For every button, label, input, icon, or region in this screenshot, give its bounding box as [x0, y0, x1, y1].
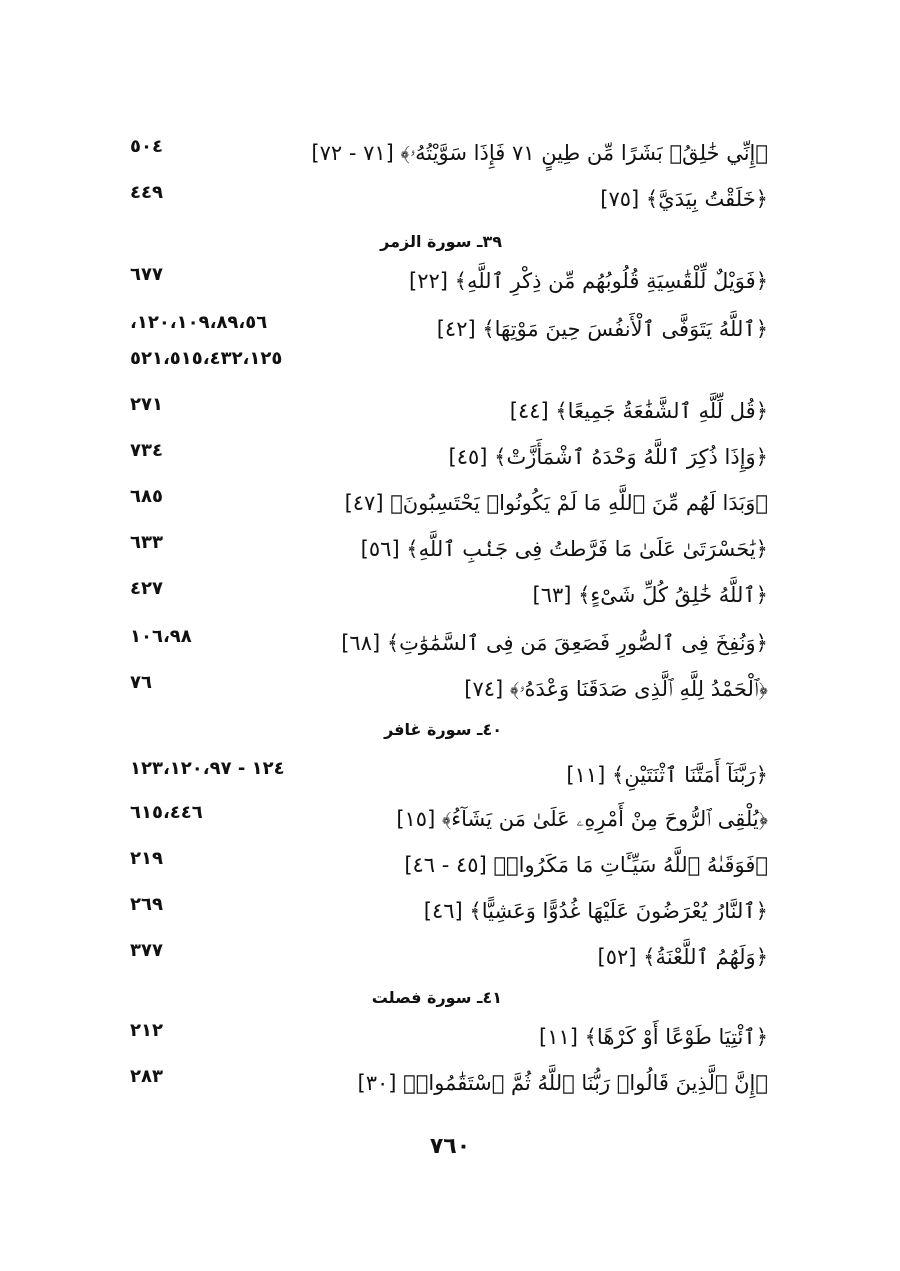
surah-heading-zumar: ٣٩ـ سورة الزمر: [380, 232, 502, 251]
page-references: ٦٨٥: [130, 486, 163, 507]
verse-text: ﴿وَإِذَا ذُكِرَ ٱللَّهُ وَحْدَهُ ٱشْمَأَزَّتْ﴾ [٤٥]: [448, 445, 768, 469]
index-row: [0, 1068, 900, 1112]
verse-text: ﴿إِنِّي خَٰلِقُۢ بَشَرًا مِّن طِينٍ ٧١ فَإِذَا سَوَّيْتُهُۥ﴾ [٧١ - ٧٢]: [311, 141, 768, 165]
index-row: [0, 534, 900, 578]
verse-text: ﴿قُل لِّلَّهِ ٱلشَّفَٰعَةُ جَمِيعًا﴾ [٤٤]: [509, 399, 768, 423]
page-references: ٤٢٧: [130, 578, 163, 599]
index-row: [0, 804, 900, 848]
index-row: [0, 138, 900, 182]
verse-text: ﴿ٱلنَّارُ يُعْرَضُونَ عَلَيْهَا غُدُوًّا وَعَشِيًّا﴾ [٤٦]: [423, 899, 768, 923]
page-references: ٤٤٩: [130, 182, 163, 203]
index-row: [0, 396, 900, 440]
index-row: [0, 488, 900, 532]
page-references: ٢١٢: [130, 1020, 163, 1041]
verse-text: ﴿فَوَيْلٌ لِّلْقَٰسِيَةِ قُلُوبُهُم مِّن ذِكْرِ ٱللَّهِ﴾ [٢٢]: [409, 269, 768, 293]
verse-text: ﴿وَنُفِخَ فِى ٱلصُّورِ فَصَعِقَ مَن فِى ٱلسَّمَٰوَٰتِ﴾ [٦٨]: [341, 631, 768, 655]
index-row: [0, 184, 900, 228]
verse-text: ﴿يَٰحَسْرَتَىٰ عَلَىٰ مَا فَرَّطتُ فِى جَنۢبِ ٱللَّهِ﴾ [٥٦]: [360, 537, 768, 561]
page-references: ١٢٤ - ١٢٣،١٢٠،٩٧: [130, 758, 285, 779]
verse-text: ﴿يُلْقِى ٱلرُّوحَ مِنْ أَمْرِهِۦ عَلَىٰ مَن يَشَآءُ﴾ [١٥]: [396, 807, 768, 831]
verse-text: ﴿ٱئْتِيَا طَوْعًا أَوْ كَرْهًا﴾ [١١]: [538, 1025, 768, 1049]
verse-text: ﴿وَبَدَا لَهُم مِّنَ ٱللَّهِ مَا لَمْ يَكُونُوا۟ يَحْتَسِبُونَ﴾ [٤٧]: [344, 491, 768, 515]
page-number: ٧٦٠: [429, 1134, 471, 1159]
verse-text: ﴿إِنَّ ٱلَّذِينَ قَالُوا۟ رَبُّنَا ٱللَّهُ ثُمَّ ٱسْتَقَٰمُوا۟﴾ [٣٠]: [357, 1071, 768, 1095]
index-row: [0, 942, 900, 986]
verse-text: ﴿ٱلْحَمْدُ لِلَّهِ ٱلَّذِى صَدَقَنَا وَعْدَهُۥ﴾ [٧٤]: [464, 677, 768, 701]
page-references: ٣٧٧: [130, 940, 163, 961]
verse-text: ﴿رَبَّنَآ أَمَتَّنَا ٱثْنَتَيْنِ﴾ [١١]: [566, 763, 768, 787]
index-row: [0, 674, 900, 718]
page-references: ١٢٠،١٠٩،٨٩،٥٦،: [130, 312, 268, 333]
index-row: [0, 580, 900, 624]
page-references-continued: ٥٢١،٥١٥،٤٣٢،١٢٥: [130, 348, 283, 369]
page-references: ٦٣٣: [130, 532, 163, 553]
index-row: [0, 1022, 900, 1066]
verse-text: ﴿فَوَقَىٰهُ ٱللَّهُ سَيِّـَٔاتِ مَا مَكَرُوا۟﴾ [٤٥ - ٤٦]: [404, 853, 768, 877]
page-references: ٧٣٤: [130, 440, 163, 461]
page-references: ٧٦: [130, 672, 152, 693]
verse-text: ﴿ٱللَّهُ يَتَوَفَّى ٱلْأَنفُسَ حِينَ مَوْتِهَا﴾ [٤٢]: [436, 317, 768, 341]
page-references: ١٠٦،٩٨: [130, 626, 192, 647]
verse-text: ﴿وَلَهُمُ ٱللَّعْنَةُ﴾ [٥٢]: [597, 945, 768, 969]
surah-heading-fussilat: ٤١ـ سورة فصلت: [371, 988, 502, 1007]
page-references: ٢١٩: [130, 848, 163, 869]
index-row: [0, 266, 900, 310]
page-references: ٥٠٤: [130, 136, 163, 157]
surah-heading-ghafir: ٤٠ـ سورة غافر: [384, 720, 502, 739]
verse-text: ﴿خَلَقْتُ بِيَدَيَّ﴾ [٧٥]: [600, 187, 768, 211]
page-references: ٦١٥،٤٤٦: [130, 802, 203, 823]
page-references: ٢٨٣: [130, 1066, 163, 1087]
page-references: ٢٦٩: [130, 894, 163, 915]
index-row: [0, 850, 900, 894]
index-row: [0, 442, 900, 486]
page-references: ٦٧٧: [130, 264, 163, 285]
verse-text: ﴿ٱللَّهُ خَٰلِقُ كُلِّ شَىْءٍ﴾ [٦٣]: [532, 583, 768, 607]
index-row: [0, 896, 900, 940]
index-row: [0, 628, 900, 672]
page-references: ٢٧١: [130, 394, 163, 415]
